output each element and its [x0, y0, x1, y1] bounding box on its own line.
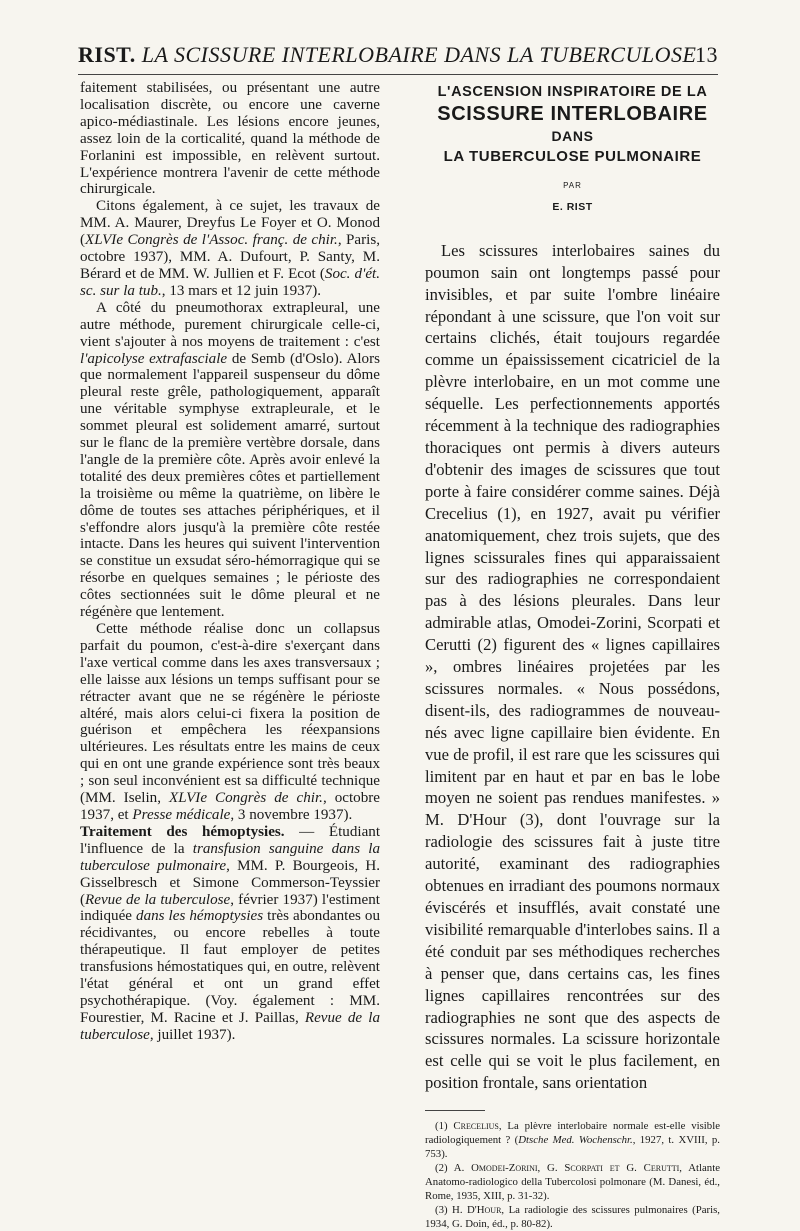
footnote-number: (2) A.	[435, 1162, 472, 1175]
emphasis: l'apicolyse extrafasciale	[80, 350, 228, 367]
footnote-journal: Dtsche Med. Wochenschr.	[518, 1134, 633, 1147]
paragraph-text: A côté du pneumothorax extrapleural, une autre méthode, purement chirurgicale celle-ci, vient s'ajouter à nos moyens de traitement : c'est	[80, 299, 380, 350]
paragraph-text: faitement stabilisées, ou présentant une autre localisation discrète, ou encore une caverne apico-médiastinale. Les lésions encore jeunes, assez loin de la corticalité, quand la méthode de Forlanini est impossible, en relèvent surtout. L'expérience montrera l'avenir de cette méthode chirurgicale.	[80, 80, 380, 198]
right-column	[425, 80, 720, 1231]
citation: Soc. d'ét. sc. sur la tub.	[80, 265, 380, 299]
footnote	[425, 1203, 720, 1231]
paragraph	[80, 80, 380, 198]
paragraph-text: , 13 mars et 12 juin 1937).	[161, 282, 322, 299]
footnote-number: (3) H.	[435, 1204, 467, 1217]
footnote-number: (1)	[435, 1120, 454, 1133]
paragraph	[80, 300, 380, 621]
citation: Revue de la tuberculose	[80, 1009, 381, 1043]
paragraph-text: , Paris, octobre 1937), MM. A. Dufourt, P. Santy, M. Bérard et de MM. W. Jullien et F. Ecot (	[80, 232, 380, 282]
article-body: Les scissures interlobaires saines du poumon sain ont longtemps passé pour invisibles, et par suite l'ombre linéaire répondant à une scissure, que l'on voit sur certains clichés, était toujours regardée comme un épaississement cicatriciel de la plèvre interlobaire, en un mot comme une séquelle. Les perfectionnements apportés récemment à la technique des radiographies thoraciques ont permis à divers auteurs d'obtenir des images de scissures que tout porte à faire considérer comme saines. Déjà Crecelius (1), en 1927, avait pu vérifier anatomiquement, chez trois sujets, que des lignes scissurales fines qui apparaissaient sur des radiographies ne correspondaient pas à des lésions pleurales. Dans leur admirable atlas, Omodei-Zorini, Scorpati et Cerutti (2) figurent des « lignes capillaires », ombres linéaires projetées par les scissures normales. « Nous possédons, disent-ils, des radiogrammes de nouveau-nés avec ligne capillaire bien évidente. En vue de profil, il est rare que les scissures qui limitent par en haut et par en bas le lobe moyen ne soient pas rendues manifestes. » M. D'Hour (3), dont l'ouvrage sur la radiologie des scissures fait à juste titre autorité, examinant des radiographies obtenues en irradiant des poumons normaux éviscérés et insufflés, avait constaté une visibilité remarquable d'interlobes sains. Il a été conduit par ses méthodiques recherches à penser que, dans certains cas, les fines lignes capillaires rencontrées sur des radiographies ne sont que des aspects de scissures normales. La scissure horizontale est celle qui se voit le plus facilement, en position frontale, sans orientation	[425, 240, 720, 1093]
paragraph-text: très abondantes ou récidivantes, ou encore rebelles à toute thérapeutique. Il faut employer de petites transfusions hémostatiques qui, en outre, relèvent l'état général et ont un grand effet psychothérapique. (Voy. également : MM. Fourestier, M. Racine et J. Paillas,	[80, 908, 381, 1026]
footnotes	[425, 1119, 720, 1231]
article-title-line-1: L'ASCENSION INSPIRATOIRE DE LA	[437, 84, 708, 100]
paragraph	[80, 621, 380, 824]
left-column	[80, 80, 380, 1044]
article-title-line-4: LA TUBERCULOSE PULMONAIRE	[443, 148, 702, 165]
footnote-text: , Atlante Anatomo-radiologico della Tubercolosi polmonare (M. Danesi, éd., Rome, 1935, XIII, p. 31-32).	[425, 1162, 720, 1203]
page-number: 13	[695, 42, 718, 67]
paragraph-text: de Semb (d'Oslo). Alors que normalement l'appareil suspenseur du dôme pleural reste grêle, pathologiquement, apparaît une véritable symphyse extrapleurale, et le sommet pleural est solidement amarré, surtout sur le flanc de la première vertèbre dorsale, dans l'angle de la première côte. Après avoir enlevé la totalité des deux premières côtes et partiellement la troisième ou même la quatrième, on libère le dôme de toutes ses attaches périphériques, et il s'effondre alors jusqu'à la première côte restée intacte. Dans les heures qui suivent l'intervention se constitue un exsudat séro-hémorragique qui se résorbe en quelques semaines ; le périoste des côtes sectionnées suit le dôme pleural et ne régénère que lentement.	[80, 350, 380, 621]
paragraph	[80, 824, 380, 1044]
footnote	[425, 1161, 720, 1203]
citation: XLVIe Congrès de l'Assoc. franç. de chir.	[85, 232, 338, 249]
paragraph-text: Citons également, à ce sujet, les travaux de MM. A. Maurer, Dreyfus Le Foyer et O. Monod (	[80, 198, 380, 249]
footnote-divider	[425, 1110, 485, 1111]
footnote	[425, 1119, 720, 1161]
footnote-text: , 1927, t. XVIII, p. 753).	[425, 1134, 720, 1161]
paragraph-text: , MM. P. Bourgeois, H. Gisselbresch et Simone Commerson-Teyssier (	[80, 857, 380, 908]
section-heading: Traitement des hémoptysies.	[80, 823, 285, 840]
article-title-line-2: SCISSURE INTERLOBAIRE	[437, 103, 708, 125]
footnote-text: , La plèvre interlobaire normale est-elle visible radiologiquement ? (	[425, 1120, 720, 1147]
paragraph-text: , 3 novembre 1937).	[230, 806, 353, 823]
paragraph-text: — Étudiant l'influence de la	[80, 823, 381, 857]
article-title-line-3: DANS	[551, 128, 594, 144]
header-title: LA SCISSURE INTERLOBAIRE DANS LA TUBERCULOSE	[141, 42, 697, 67]
emphasis: transfusion sanguine dans la tuberculose pulmonaire	[80, 840, 381, 874]
header-author: RIST.	[78, 42, 136, 67]
paragraph	[80, 198, 380, 299]
paragraph-text: , octobre 1937, et	[80, 790, 381, 823]
running-header	[78, 42, 718, 75]
par-label: PAR	[563, 181, 582, 190]
citation: Presse médicale	[132, 806, 231, 823]
footnote-author: D'Hour	[466, 1204, 502, 1217]
paragraph-text: , février 1937) l'estiment indiquée	[80, 891, 380, 925]
article-author: E. RIST	[552, 200, 593, 213]
paragraph-text: , juillet 1937).	[149, 1026, 236, 1043]
citation: XLVIe Congrès de chir.	[169, 790, 323, 807]
footnote-author: Omodei-Zorini, G. Scorpati et G. Cerutti	[471, 1162, 680, 1175]
footnote-text: , La radiologie des scissures pulmonaires (Paris, 1934, G. Doin, éd., p. 80-82).	[425, 1204, 721, 1231]
citation: Revue de la tuberculose	[85, 891, 231, 908]
paragraph-text: Cette méthode réalise donc un collapsus parfait du poumon, c'est-à-dire s'exerçant dans l'axe vertical comme dans les axes transversaux ; elle laisse aux lésions un temps suffisant pour se rétracter avant que ne se régénère le périoste altéré, mais alors celui-ci fixera la position de guérison et empêchera les réexpansions ultérieures. Les résultats entre les mains de ceux qui en ont une grande expérience sont très beaux ; son seul inconvénient est sa difficulté technique (MM. Iselin,	[80, 621, 380, 807]
footnote-author: Crecelius	[453, 1120, 499, 1133]
emphasis: dans les hémoptysies	[136, 908, 264, 925]
